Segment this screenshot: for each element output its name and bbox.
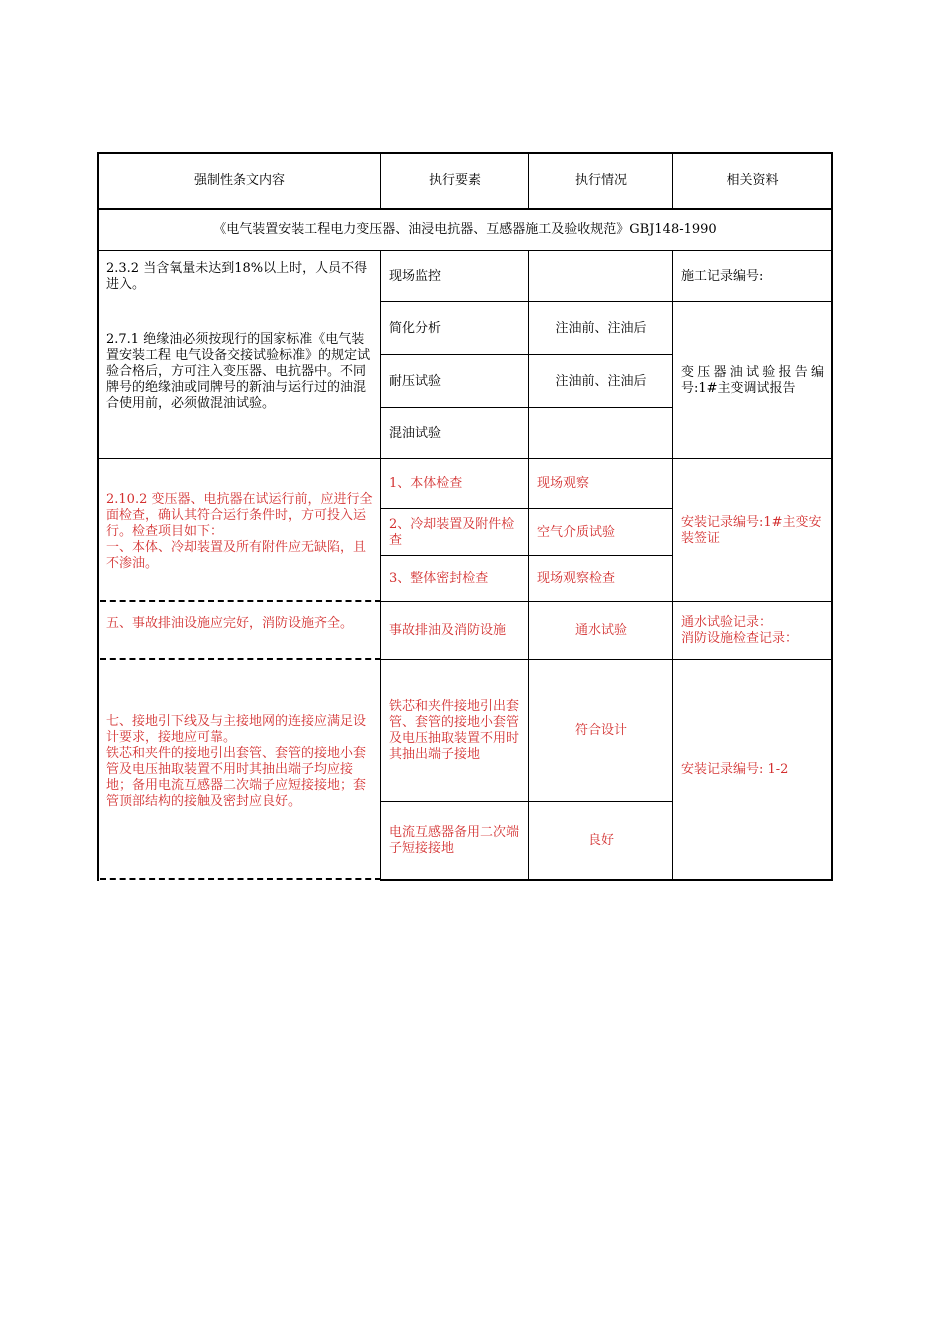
row1-reference: 施工记录编号: [681, 268, 764, 284]
row3-dashed-divider [100, 600, 381, 602]
col-divider-2 [528, 152, 529, 209]
header-execution-element: 执行要素 [428, 173, 481, 188]
row2-element-3: 混油试验 [389, 425, 442, 441]
row1-divider [381, 301, 833, 302]
row4-dashed-divider [100, 658, 381, 660]
row5-status-2: 良好 [587, 833, 614, 848]
clause-2-10-2: 2.10.2 变压器、电抗器在试运行前，应进行全面检查，确认其符合运行条件时，方可投入运行。检查项目如下： 一、本体、冷却装置及所有附件应无缺陷，且不渗油。 [106, 492, 373, 571]
table-border-left [97, 152, 99, 881]
row5-element-1: 铁芯和夹件接地引出套管、套管的接地小套管及电压抽取装置不用时其抽出端子接地 [389, 699, 520, 762]
table-border-right [831, 152, 833, 881]
row3-element-2: 2、冷却装置及附件检查 [389, 516, 515, 548]
row3-inner-divider-1 [381, 508, 673, 509]
col-divider-3-body [672, 250, 673, 881]
row2-status-1: 注油前、注油后 [555, 320, 647, 336]
row3-inner-divider-2 [381, 555, 673, 556]
title-divider [97, 250, 833, 251]
table-border-top [97, 152, 833, 154]
row2-inner-divider-1 [381, 354, 673, 355]
header-clause-content: 强制性条文内容 [193, 173, 285, 188]
row3-element-3: 3、整体密封检查 [389, 571, 489, 586]
row2-status-2: 注油前、注油后 [555, 373, 647, 389]
row5-status-1: 符合设计 [574, 723, 627, 738]
row5-reference: 安装记录编号: 1-2 [681, 762, 789, 777]
row3-divider [381, 601, 833, 602]
row2-divider [97, 458, 833, 459]
row3-reference: 安装记录编号:1#主变安装签证 [681, 514, 822, 546]
row2-element-2: 耐压试验 [389, 373, 442, 389]
row2-status-3 [529, 408, 673, 459]
row4-element: 事故排油及消防设施 [389, 623, 507, 638]
clause-2-7-1: 2.7.1 绝缘油必须按现行的国家标准《电气装置安装工程 电气设备交接试验标准》的规定试验合格后，方可注入变压器、电抗器中。不同牌号的绝缘油或同牌号的新油与运行过的油混合使用前，必须做混油试验。 [106, 332, 371, 411]
row5-inner-divider [381, 801, 673, 802]
row3-status-1: 现场观察 [537, 476, 590, 491]
row3-status-2: 空气介质试验 [537, 524, 616, 540]
row1-element: 现场监控 [389, 268, 442, 284]
row5-element-2: 电流互感器备用二次端子短接接地 [389, 825, 520, 856]
header-divider [97, 208, 833, 210]
row4-reference: 通水试验记录： 消防设施检查记录： [681, 615, 799, 646]
header-execution-status: 执行情况 [574, 173, 627, 188]
col-divider-3 [672, 152, 673, 209]
row1-status [529, 251, 673, 302]
header-related-docs: 相关资料 [726, 173, 779, 188]
standard-title: 《电气装置安装工程电力变压器、油浸电抗器、互感器施工及验收规范》GBJ148-1990 [213, 222, 717, 237]
col-divider-2-body [528, 250, 529, 881]
col-divider-1-body [380, 250, 381, 881]
clause-item-5: 五、事故排油设施应完好，消防设施齐全。 [106, 616, 354, 631]
row2-reference: 变压器油试验报告编号:1#主变调试报告 [681, 364, 824, 396]
col-divider-1 [380, 152, 381, 209]
row2-inner-divider-2 [381, 407, 673, 408]
row2-element-1: 简化分析 [389, 320, 442, 336]
row3-status-3: 现场观察检查 [537, 571, 616, 586]
row4-divider [381, 659, 833, 660]
table-border-bottom [381, 879, 833, 881]
clause-2-3-2: 2.3.2 当含氧量未达到18%以上时，人员不得进入。 [106, 261, 368, 292]
row4-status: 通水试验 [574, 623, 627, 638]
row5-dashed-divider [100, 878, 381, 880]
clause-item-7: 七、接地引下线及与主接地网的连接应满足设计要求，接地应可靠。 铁芯和夹件的接地引出套管、套管的接地小套管及电压抽取装置不用时其抽出端子均应接地；备用电流互感器二次端子应短接接地；套管顶部结构的接触及密封应良好。 [106, 714, 367, 809]
row3-element-1: 1、本体检查 [389, 476, 463, 491]
